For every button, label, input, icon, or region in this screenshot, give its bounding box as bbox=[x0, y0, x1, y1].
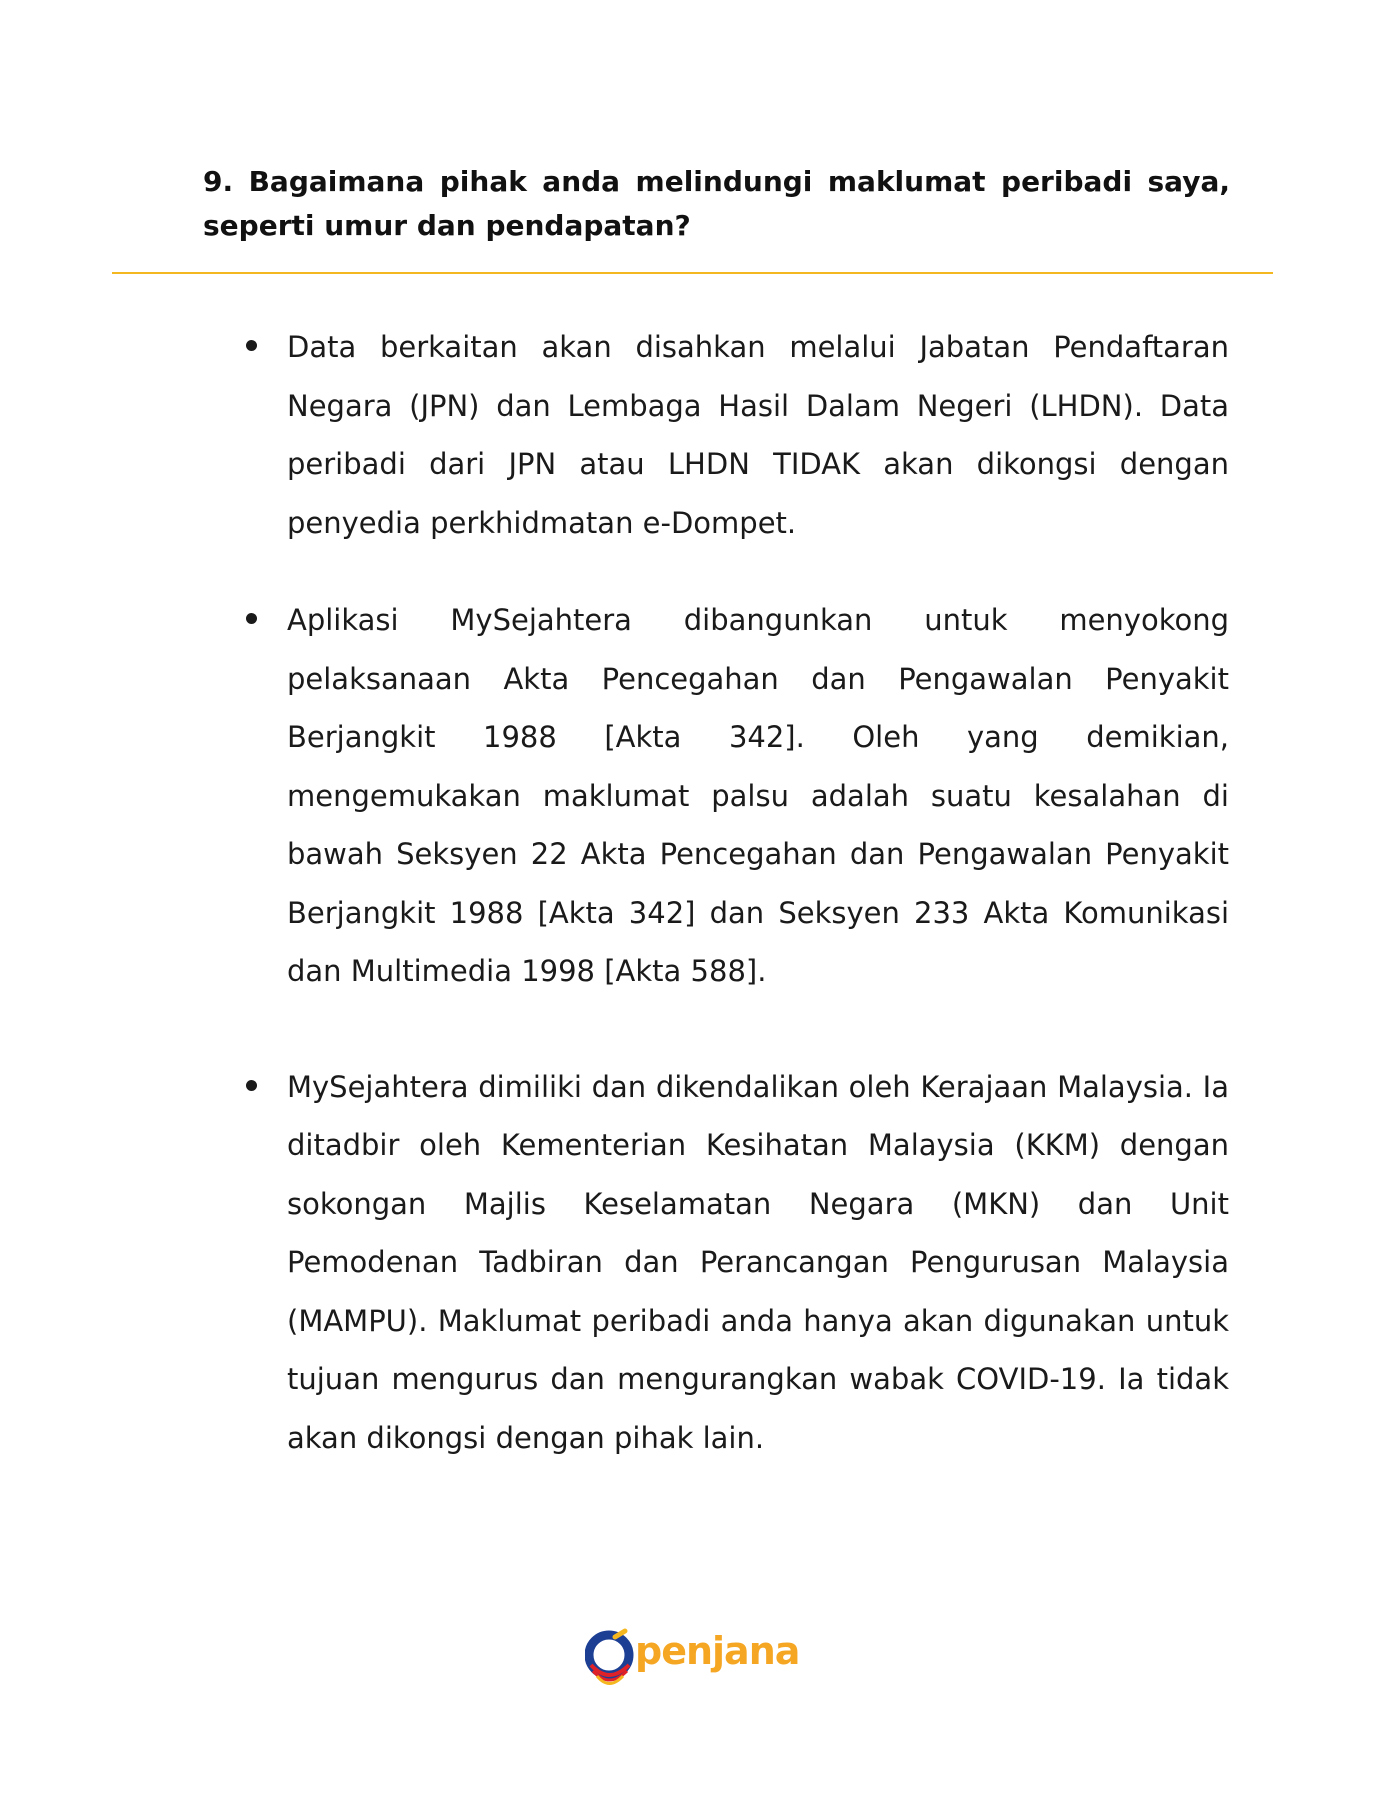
list-item bbox=[287, 591, 1229, 1001]
penjana-logo bbox=[585, 1625, 815, 1689]
bullet-icon bbox=[246, 1080, 257, 1091]
answer-list bbox=[0, 318, 1389, 1467]
logo-text: penjana bbox=[635, 1629, 800, 1673]
list-item bbox=[287, 1058, 1229, 1468]
bullet-icon bbox=[246, 340, 257, 351]
answer-text: MySejahtera dimiliki dan dikendalikan oleh Kerajaan Malaysia. Ia ditadbir oleh Kementerian Kesihatan Malaysia (KKM) dengan sokongan Majlis Keselamatan Negara (MKN) dan Unit Pemodenan Tadbiran dan Perancangan Pengurusan Malaysia (MAMPU). Maklumat peribadi anda hanya akan digunakan untuk tujuan mengurus dan mengurangkan wabak COVID-19. Ia tidak akan dikongsi dengan pihak lain. bbox=[287, 1069, 1229, 1455]
answer-text: Data berkaitan akan disahkan melalui Jabatan Pendaftaran Negara (JPN) dan Lembaga Hasil Dalam Negeri (LHDN). Data peribadi dari JPN atau LHDN TIDAK akan dikongsi dengan penyedia perkhidmatan e-Dompet. bbox=[287, 330, 1229, 540]
list-item bbox=[287, 318, 1229, 552]
heading-divider bbox=[112, 272, 1273, 274]
answer-text: Aplikasi MySejahtera dibangunkan untuk menyokong pelaksanaan Akta Pencegahan dan Pengawalan Penyakit Berjangkit 1988 [Akta 342]. Oleh yang demikian, mengemukakan maklumat palsu adalah suatu kesalahan di bawah Seksyen 22 Akta Pencegahan dan Pengawalan Penyakit Berjangkit 1988 [Akta 342] dan Seksyen 233 Akta Komunikasi dan Multimedia 1998 [Akta 588]. bbox=[287, 603, 1229, 988]
question-heading: 9. Bagaimana pihak anda melindungi maklumat peribadi saya, seperti umur dan pendapatan? bbox=[203, 165, 1230, 242]
bullet-icon bbox=[246, 613, 257, 624]
